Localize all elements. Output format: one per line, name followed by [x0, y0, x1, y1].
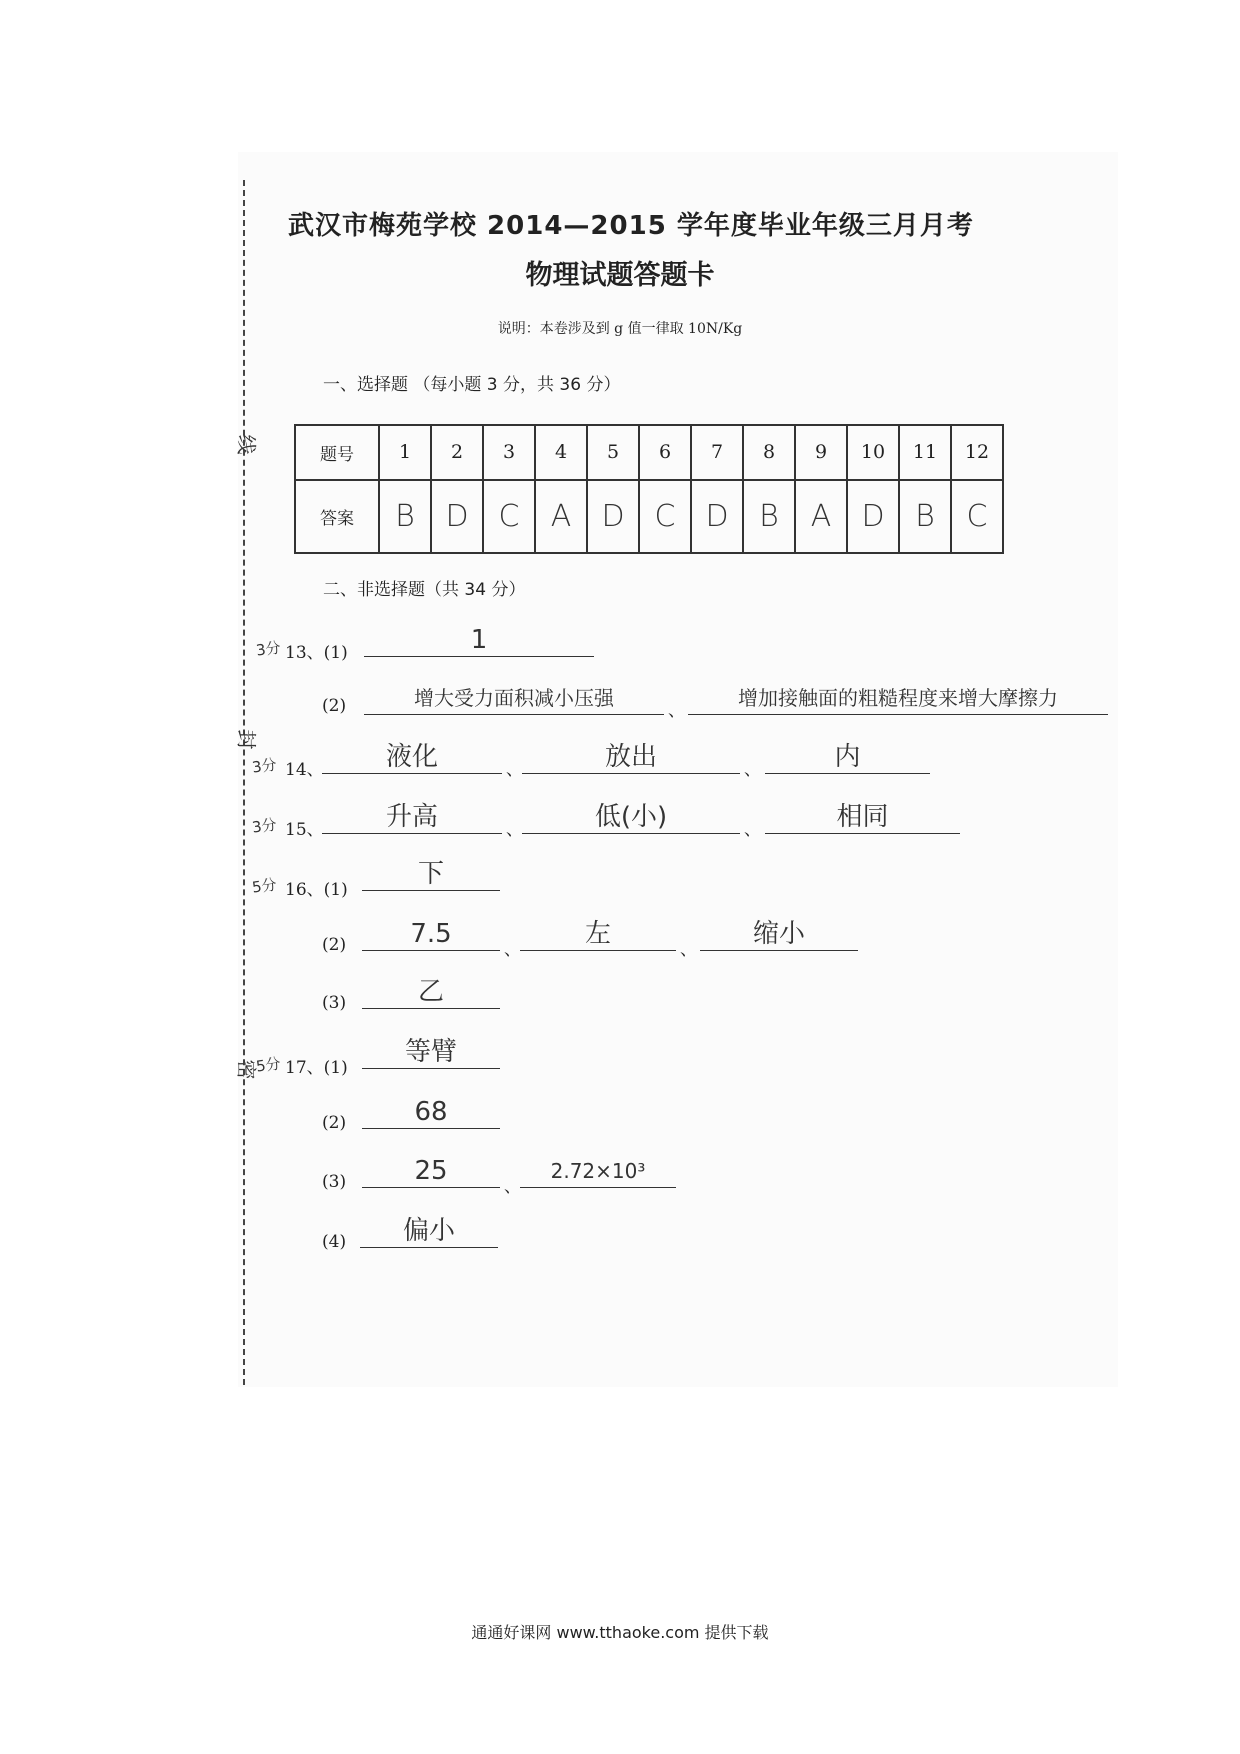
question-number: 1: [379, 425, 431, 480]
q14-label: 14、: [285, 760, 324, 780]
q13-answer-3: 增加接触面的粗糙程度来增大摩擦力: [688, 682, 1108, 715]
q17-answer-3a: 25: [362, 1155, 500, 1188]
table-row-answers: [295, 480, 1003, 553]
question-number: 7: [691, 425, 743, 480]
q14-answer-1: 液化: [322, 741, 502, 774]
score-mark-13: 3分: [254, 638, 282, 660]
question-number: 4: [535, 425, 587, 480]
q13-label: 13、(1): [285, 643, 348, 663]
question-number: 5: [587, 425, 639, 480]
separator: 、: [668, 701, 685, 721]
separator: 、: [504, 1177, 521, 1197]
question-number: 11: [899, 425, 951, 480]
q16-part2-label: (2): [322, 935, 347, 955]
section2-heading: 二、非选择题（共 34 分）: [323, 580, 526, 600]
binding-mark-mi: 密: [234, 1059, 259, 1080]
question-number: 3: [483, 425, 535, 480]
answer-cell: D: [431, 480, 483, 553]
q17-part3-label: (3): [322, 1172, 347, 1192]
q17-answer-2: 68: [362, 1096, 500, 1129]
answer-cell: A: [795, 480, 847, 553]
section1-heading: 一、选择题 （每小题 3 分，共 36 分）: [323, 375, 621, 395]
question-number: 2: [431, 425, 483, 480]
score-mark-14: 3分: [250, 755, 278, 777]
exam-title: 武汉市梅苑学校 2014—2015 学年度毕业年级三月月考: [288, 211, 974, 241]
answer-cell: D: [847, 480, 899, 553]
q16-part3-label: (3): [322, 993, 347, 1013]
score-mark-16: 5分: [250, 875, 278, 897]
question-number: 9: [795, 425, 847, 480]
q15-label: 15、: [285, 820, 324, 840]
answer-cell: A: [535, 480, 587, 553]
answer-cell: C: [951, 480, 1003, 553]
exam-subtitle: 物理试题答题卡: [525, 260, 715, 291]
separator: 、: [744, 820, 761, 840]
q16-answer-3: 乙: [362, 976, 500, 1009]
score-mark-15: 3分: [250, 815, 278, 837]
q17-label: 17、(1): [285, 1058, 348, 1078]
answer-table: [294, 424, 1004, 554]
binding-mark-feng: 封: [234, 729, 259, 750]
question-number: 8: [743, 425, 795, 480]
answer-cell: B: [899, 480, 951, 553]
q15-answer-3: 相同: [765, 801, 960, 834]
answer-cell: B: [379, 480, 431, 553]
q16-answer-2a: 7.5: [362, 918, 500, 951]
score-mark-17: 5分: [254, 1054, 282, 1076]
separator: 、: [744, 760, 761, 780]
row-label: 答案: [295, 480, 379, 553]
exam-note: 说明：本卷涉及到 g 值一律取 10N/Kg: [497, 321, 743, 337]
question-number: 6: [639, 425, 691, 480]
q16-answer-1: 下: [362, 858, 500, 891]
q13-answer-2: 增大受力面积减小压强: [364, 682, 664, 715]
question-number: 12: [951, 425, 1003, 480]
q17-answer-3b: 2.72×10³: [520, 1155, 676, 1188]
separator: 、: [504, 940, 521, 960]
q17-answer-4: 偏小: [360, 1215, 498, 1248]
q13-part2-label: (2): [322, 696, 347, 716]
binding-mark-xian: 线: [234, 434, 259, 455]
q15-answer-1: 升高: [322, 801, 502, 834]
download-footer: 通通好课网 www.tthaoke.com 提供下载: [471, 1623, 769, 1642]
row-label: 题号: [295, 425, 379, 480]
q17-part2-label: (2): [322, 1113, 347, 1133]
answer-cell: D: [587, 480, 639, 553]
q16-answer-2c: 缩小: [700, 918, 858, 951]
binding-line: [243, 180, 245, 1385]
answer-cell: B: [743, 480, 795, 553]
separator: 、: [506, 760, 523, 780]
answer-cell: D: [691, 480, 743, 553]
q16-label: 16、(1): [285, 880, 348, 900]
answer-cell: C: [483, 480, 535, 553]
q14-answer-2: 放出: [522, 741, 740, 774]
q16-answer-2b: 左: [520, 918, 676, 951]
q13-answer-1: 1: [364, 624, 594, 657]
answer-cell: C: [639, 480, 691, 553]
question-number: 10: [847, 425, 899, 480]
q17-answer-1: 等臂: [362, 1036, 500, 1069]
separator: 、: [680, 940, 697, 960]
q14-answer-3: 内: [765, 741, 930, 774]
table-row-numbers: [295, 425, 1003, 480]
q15-answer-2: 低(小): [522, 801, 740, 834]
separator: 、: [506, 820, 523, 840]
q17-part4-label: (4): [322, 1232, 347, 1252]
